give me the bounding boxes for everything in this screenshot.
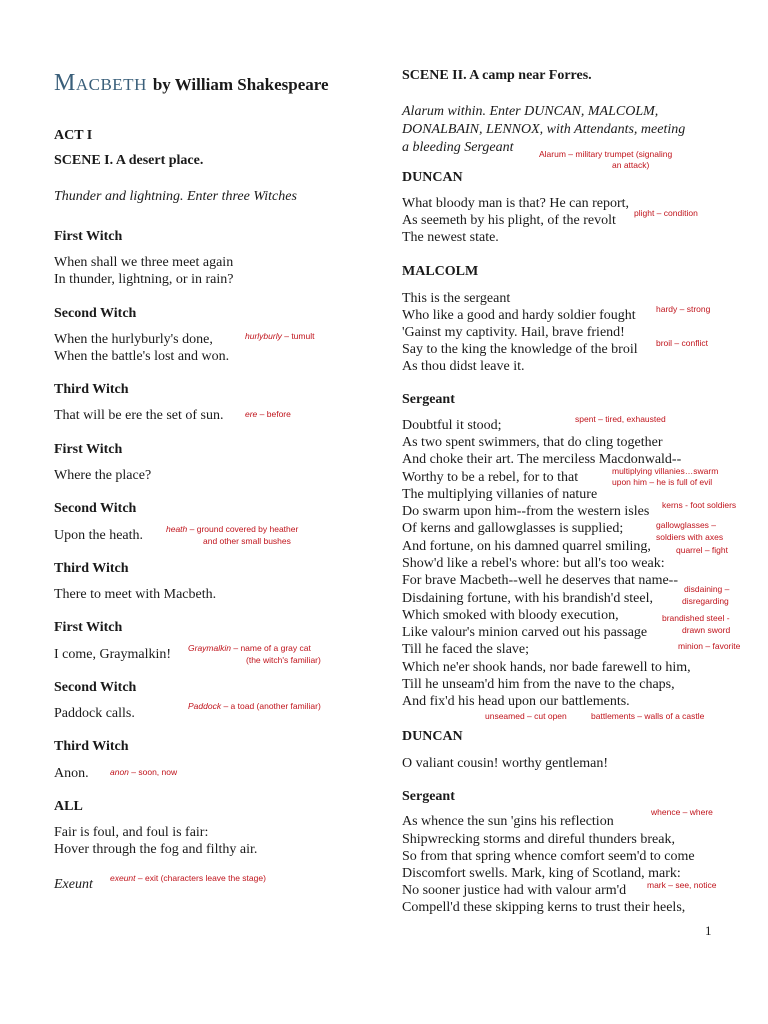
- verse-line: Which ne'er shook hands, nor bade farewell to him,: [402, 660, 691, 675]
- speaker-label: Third Witch: [54, 382, 129, 397]
- gloss-spent: spent – tired, exhausted: [575, 414, 666, 424]
- verse-line: Till he unseam'd him from the nave to the chaps,: [402, 677, 675, 692]
- scene-heading-2: SCENE II. A camp near Forres.: [402, 68, 592, 83]
- gloss-hardy: hardy – strong: [656, 304, 711, 314]
- gloss-brandished: brandished steel -: [662, 613, 730, 623]
- verse-line: Anon.: [54, 766, 89, 781]
- speaker-label: DUNCAN: [402, 170, 463, 185]
- gloss-plight: plight – condition: [634, 208, 698, 218]
- verse-line: O valiant cousin! worthy gentleman!: [402, 756, 609, 771]
- speaker-label: Sergeant: [402, 789, 455, 804]
- verse-line: Upon the heath.: [54, 528, 144, 543]
- gloss-gallowglasses: gallowglasses –: [656, 520, 717, 530]
- gloss-brandished-cont: drawn sword: [682, 625, 731, 635]
- verse-line: Which smoked with bloody execution,: [402, 608, 619, 623]
- verse-line: No sooner justice had with valour arm'd: [402, 883, 627, 898]
- gloss-paddock: Paddock – a toad (another familiar): [188, 701, 321, 711]
- gloss-ere: ere – before: [245, 409, 291, 419]
- speaker-label: MALCOLM: [402, 264, 479, 279]
- speaker-label: Third Witch: [54, 561, 129, 576]
- verse-line: Discomfort swells. Mark, king of Scotland, mark:: [402, 866, 681, 881]
- speaker-label: Second Witch: [54, 501, 137, 516]
- verse-line: Where the place?: [54, 468, 152, 483]
- verse-line: Compell'd these skipping kerns to trust their heels,: [402, 900, 686, 915]
- title-macbeth: Macbeth: [54, 70, 147, 96]
- verse-line: Worthy to be a rebel, for to that: [402, 470, 579, 485]
- gloss-alarum: Alarum – military trumpet (signaling: [539, 149, 673, 159]
- verse-line: Fair is foul, and foul is fair:: [54, 825, 209, 840]
- gloss-disdaining: disdaining –: [684, 584, 730, 594]
- gloss-villanies: multiplying villanies…swarm: [612, 466, 719, 476]
- verse-line: In thunder, lightning, or in rain?: [54, 272, 234, 287]
- verse-line: Till he faced the slave;: [402, 642, 530, 657]
- speaker-label: First Witch: [54, 229, 123, 244]
- verse-line: Shipwrecking storms and direful thunders break,: [402, 832, 675, 847]
- scene-heading-1: SCENE I. A desert place.: [54, 153, 204, 168]
- verse-line: Say to the king the knowledge of the broil: [402, 342, 638, 357]
- verse-line: Of kerns and gallowglasses is supplied;: [402, 521, 624, 536]
- gloss-minion: minion – favorite: [678, 641, 741, 651]
- speaker-label: Third Witch: [54, 739, 129, 754]
- verse-line: The newest state.: [402, 230, 499, 245]
- gloss-gallowglasses-cont: soldiers with axes: [656, 532, 724, 542]
- gloss-kerns: kerns - foot soldiers: [662, 500, 737, 510]
- verse-line: As thou didst leave it.: [402, 359, 525, 374]
- verse-line: That will be ere the set of sun.: [54, 408, 224, 423]
- verse-line: As two spent swimmers, that do cling together: [402, 435, 663, 450]
- verse-line: And fortune, on his damned quarrel smiling,: [402, 539, 651, 554]
- title-author: by William Shakespeare: [152, 75, 329, 94]
- stage-direction-2: a bleeding Sergeant: [402, 140, 514, 155]
- verse-line: As seemeth by his plight, of the revolt: [402, 213, 616, 228]
- verse-line: And choke their art. The merciless Macdonwald--: [402, 452, 682, 467]
- stage-direction-2: Alarum within. Enter DUNCAN, MALCOLM,: [402, 104, 659, 119]
- gloss-disdaining-cont: disregarding: [682, 596, 729, 606]
- gloss-graymalkin-cont: (the witch's familiar): [246, 655, 321, 665]
- verse-line: Hover through the fog and filthy air.: [54, 842, 258, 857]
- gloss-alarum-cont: an attack): [612, 160, 650, 170]
- verse-line: For brave Macbeth--well he deserves that name--: [402, 573, 678, 588]
- verse-line: Like valour's minion carved out his passage: [402, 625, 648, 640]
- speaker-label: Sergeant: [402, 392, 455, 407]
- speaker-label: First Witch: [54, 442, 123, 457]
- stage-direction-2: DONALBAIN, LENNOX, with Attendants, meeting: [402, 122, 686, 137]
- gloss-heath: heath – ground covered by heather: [166, 524, 299, 534]
- verse-line: Paddock calls.: [54, 706, 135, 721]
- gloss-heath-cont: and other small bushes: [203, 536, 291, 546]
- gloss-graymalkin: Graymalkin – name of a gray cat: [188, 643, 311, 653]
- verse-line: Who like a good and hardy soldier fought: [402, 308, 636, 323]
- act-heading: ACT I: [54, 128, 93, 143]
- gloss-anon: anon – soon, now: [110, 767, 178, 777]
- page-number: 1: [705, 923, 712, 938]
- stage-direction-exeunt: Exeunt: [54, 877, 93, 892]
- verse-line: Disdaining fortune, with his brandish'd steel,: [402, 591, 653, 606]
- verse-line: And fix'd his head upon our battlements.: [402, 694, 630, 709]
- speaker-label: DUNCAN: [402, 729, 463, 744]
- verse-line: The multiplying villanies of nature: [402, 487, 598, 502]
- document-title: [54, 70, 329, 97]
- verse-line: When the hurlyburly's done,: [54, 332, 213, 347]
- gloss-broil: broil – conflict: [656, 338, 708, 348]
- verse-line: So from that spring whence comfort seem'd to come: [402, 849, 695, 864]
- gloss-unseamed: unseamed – cut open: [485, 711, 567, 721]
- verse-line: As whence the sun 'gins his reflection: [402, 814, 614, 829]
- speaker-label: ALL: [54, 799, 83, 814]
- gloss-whence: whence – where: [651, 807, 713, 817]
- gloss-exeunt: exeunt – exit (characters leave the stage): [110, 873, 266, 883]
- verse-line: This is the sergeant: [402, 291, 511, 306]
- speaker-label: Second Witch: [54, 680, 137, 695]
- verse-line: Do swarm upon him--from the western isles: [402, 504, 650, 519]
- verse-line: Doubtful it stood;: [402, 418, 502, 433]
- speaker-label: Second Witch: [54, 306, 137, 321]
- gloss-battlements: battlements – walls of a castle: [591, 711, 705, 721]
- speaker-label: First Witch: [54, 620, 123, 635]
- verse-line: Show'd like a rebel's whore: but all's too weak:: [402, 556, 665, 571]
- verse-line: I come, Graymalkin!: [54, 647, 172, 662]
- verse-line: When shall we three meet again: [54, 255, 234, 270]
- gloss-quarrel: quarrel – fight: [676, 545, 728, 555]
- verse-line: When the battle's lost and won.: [54, 349, 230, 364]
- gloss-mark: mark – see, notice: [647, 880, 717, 890]
- gloss-hurlyburly: hurlyburly – tumult: [245, 331, 315, 341]
- gloss-villanies-cont: upon him – he is full of evil: [612, 477, 713, 487]
- verse-line: What bloody man is that? He can report,: [402, 196, 630, 211]
- stage-direction-1: Thunder and lightning. Enter three Witches: [54, 189, 297, 204]
- verse-line: 'Gainst my captivity. Hail, brave friend!: [402, 325, 625, 340]
- verse-line: There to meet with Macbeth.: [54, 587, 217, 602]
